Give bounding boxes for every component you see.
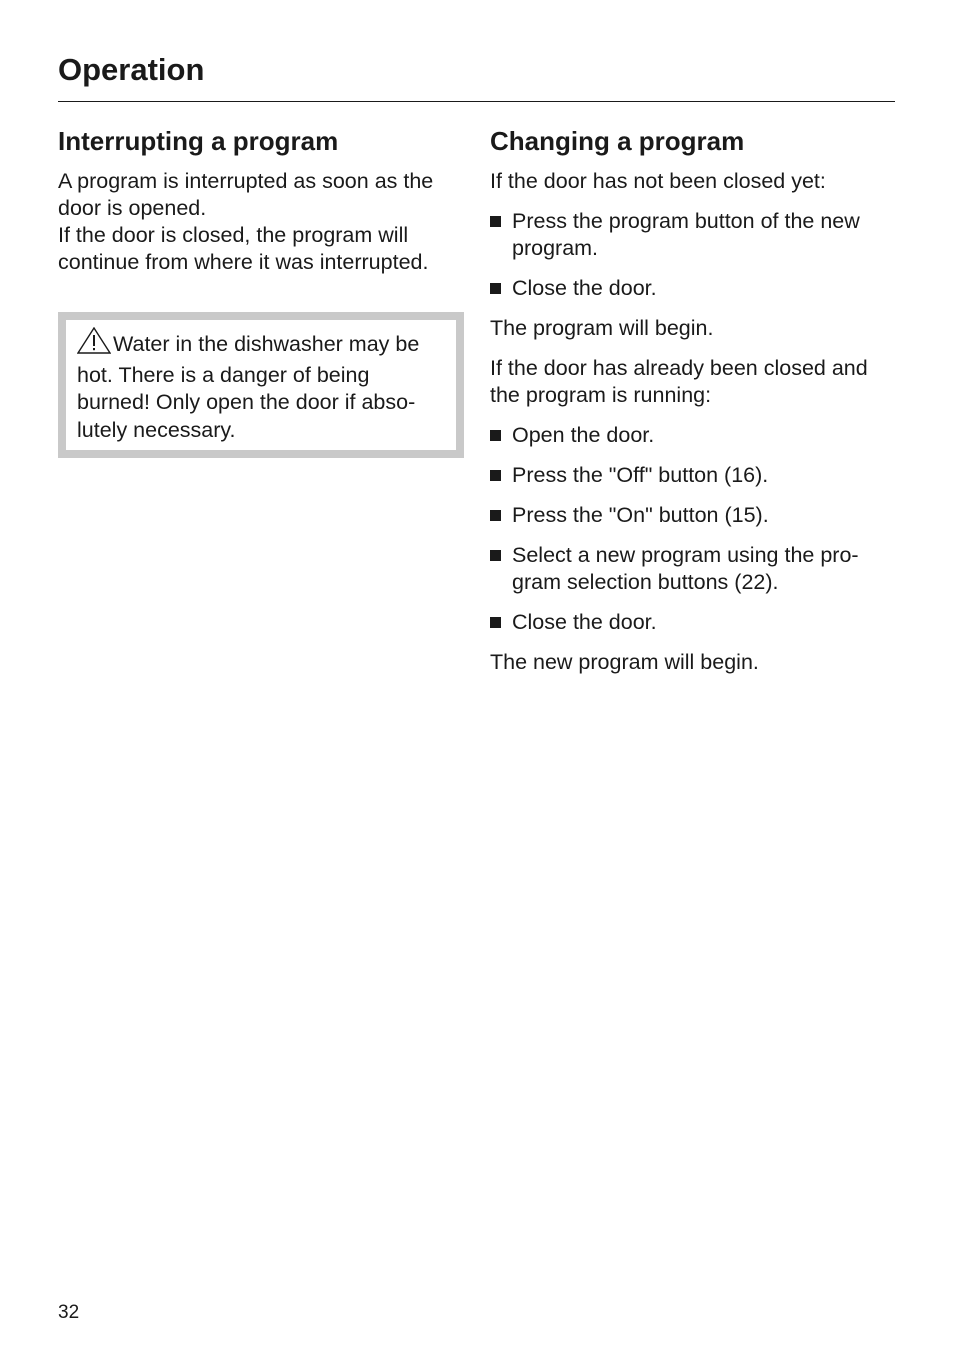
- step-list-1: [490, 208, 895, 302]
- interrupt-paragraph-2: If the door is closed, the program will continue from where it was interrupted.: [58, 223, 429, 274]
- change-intro-1: If the door has not been closed yet:: [490, 169, 826, 193]
- warning-triangle-icon: [77, 327, 111, 362]
- page-title: Operation: [58, 52, 205, 87]
- warning-text: Water in the dishwasher may be hot. There is a danger of being burned! Only open the door if absolutely necessary.: [77, 332, 420, 442]
- list-item: Select a new program using the program selection buttons (22).: [490, 542, 895, 596]
- interrupt-paragraph-1: A program is interrupted as soon as the door is opened.: [58, 169, 434, 220]
- warning-box: [58, 312, 464, 458]
- right-column: [490, 124, 895, 676]
- interrupting-heading: Interrupting a program: [58, 126, 339, 156]
- changing-heading: Changing a program: [490, 126, 745, 156]
- step-list-2: [490, 422, 895, 636]
- square-bullet-icon: [490, 283, 501, 294]
- square-bullet-icon: [490, 430, 501, 441]
- list-item: Press the "On" button (15).: [490, 502, 895, 529]
- square-bullet-icon: [490, 470, 501, 481]
- list-item: Close the door.: [490, 609, 895, 636]
- list-item: Close the door.: [490, 275, 895, 302]
- header-divider: [58, 101, 895, 102]
- change-intro-2: If the door has already been closed and the program is running:: [490, 356, 868, 407]
- left-column: [58, 124, 464, 458]
- square-bullet-icon: [490, 510, 501, 521]
- square-bullet-icon: [490, 617, 501, 628]
- square-bullet-icon: [490, 216, 501, 227]
- change-result-1: The program will begin.: [490, 316, 714, 340]
- page-number: 32: [58, 1302, 80, 1323]
- list-item: Press the program button of the new program.: [490, 208, 895, 262]
- list-item: Press the "Off" button (16).: [490, 462, 895, 489]
- change-result-2: The new program will begin.: [490, 650, 759, 674]
- square-bullet-icon: [490, 550, 501, 561]
- list-item: Open the door.: [490, 422, 895, 449]
